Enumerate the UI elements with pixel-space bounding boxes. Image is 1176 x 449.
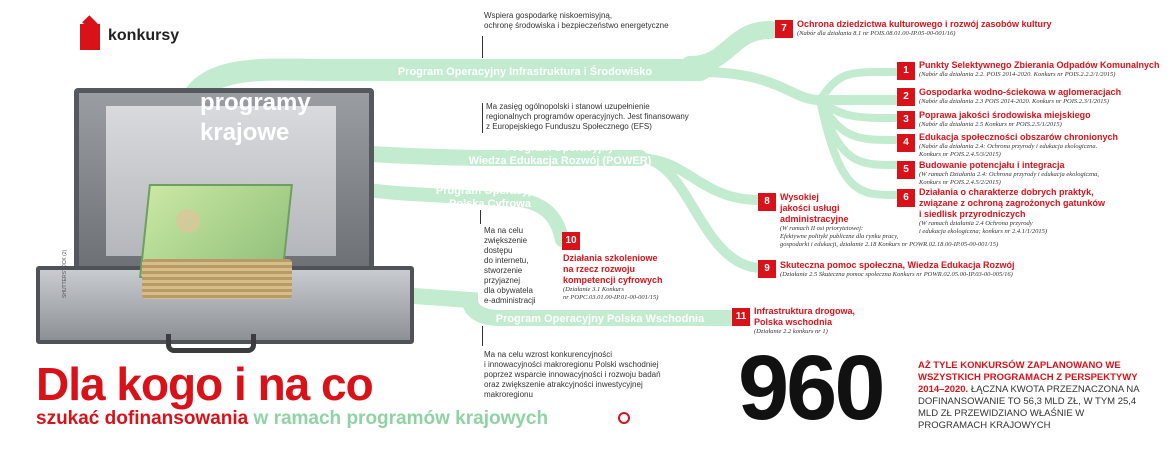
item-title: Wysokiej	[780, 192, 819, 202]
item-number-badge: 4	[897, 134, 915, 152]
item-title: i siedlisk przyrodniczych	[919, 209, 1026, 219]
popw-note-pointer	[482, 326, 483, 346]
item-7	[797, 19, 1167, 38]
item-number-badge: 8	[758, 193, 776, 211]
item-title: Gospodarka wodno-ściekowa w aglomeracjach	[919, 87, 1122, 97]
item-number-badge: 1	[897, 62, 915, 80]
item-title: związane z ochroną zagrożonych gatunków	[919, 198, 1106, 208]
item-11	[754, 306, 954, 336]
section-label: konkursy	[108, 27, 180, 44]
popc-note-pointer	[480, 210, 481, 224]
program-popc-line: Polska Cyfrowa	[449, 198, 531, 210]
pois-note-pointer	[482, 36, 483, 58]
item-number-badge: 9	[758, 260, 776, 278]
item-title: Punkty Selektywnego Zbierania Odpadów Komunalnych	[919, 60, 1160, 70]
power-note	[486, 102, 706, 132]
program-power-line: Program Operacyjny	[505, 142, 615, 154]
headline-subtitle	[36, 408, 548, 430]
item-4	[919, 132, 1174, 159]
item-5	[919, 160, 1174, 187]
power-note-line: Ma zasięg ogólnopolski i stanowi uzupełnienie	[486, 102, 650, 111]
program-popc	[425, 185, 555, 211]
item-subtitle: (Nabór dla działania 2.5 Konkurs nr POIS.2.5/1/2015)	[919, 121, 1062, 128]
hub-line1: programy	[200, 89, 311, 116]
popc-note-line: e-administracji	[484, 296, 536, 305]
popw-note-line: oraz zwiększenie atrakcyjności inwestycyjnej	[484, 380, 643, 389]
hub-title	[200, 88, 311, 148]
item-subtitle: (Nabór dla działania 2.3 POIS 2014-2020. Konkurs nr POIS.2.3/1/2015)	[919, 98, 1109, 105]
popc-note-line: dostępu	[484, 246, 513, 255]
stat-number: 960	[738, 337, 883, 439]
power-note-line: regionalnych programów operacyjnych. Jest finansowany	[486, 112, 689, 121]
program-power	[460, 142, 660, 168]
item-title: Polska wschodnia	[754, 317, 833, 327]
item-title: kompetencji cyfrowych	[563, 275, 663, 285]
item-subtitle: (Nabór dla działania 2.2. POIS 2014-2020. Konkurs nr POIS.2.2.2/1/2015)	[919, 71, 1116, 78]
pois-note-line: Wspiera gospodarkę niskoemisyjną,	[484, 11, 613, 20]
item-subtitle: (Nabór dla działania 8.1 nr POIS.08.01.00-IP.05-00-001/16)	[797, 30, 956, 37]
item-title: Działania szkoleniowe	[563, 253, 658, 263]
item-10	[563, 253, 703, 302]
item-number-badge: 3	[897, 111, 915, 129]
item-9	[780, 260, 1080, 279]
headline-sub-b: w ramach programów krajowych	[248, 408, 549, 429]
popw-note-line: makroregionu	[484, 390, 533, 399]
popc-note	[484, 226, 554, 306]
item-title: Skuteczna pomoc społeczna, Wiedza Edukacja Rozwój	[780, 260, 1015, 270]
stat-lead: AŻ TYLE KONKURSÓW ZAPLANOWANO WE WSZYSTKICH PROGRAMACH Z PERSPEKTYWY 2014–2020.	[918, 360, 1138, 395]
program-pois: Program Operacyjny Infrastruktura i Środowisko	[397, 66, 653, 78]
popc-note-line: do internetu,	[484, 256, 529, 265]
popc-note-line: przyjaznej	[484, 276, 521, 285]
item-subtitle: (Nabór dla działania 2.4: Ochrona przyrody i edukacja ekologiczna.	[919, 143, 1098, 150]
item-title: Poprawa jakości środowiska miejskiego	[919, 110, 1091, 120]
program-popc-line: Program Operacyjny	[435, 185, 545, 197]
popc-note-line: Ma na celu	[484, 226, 524, 235]
power-note-line: z Europejskiego Funduszu Społecznego (EFS)	[486, 122, 652, 131]
item-subtitle: (Działanie 2.5 Skuteczna pomoc społeczna Konkurs nr POWR.02.05.00-IP.03-00-005/16)	[780, 271, 1013, 278]
item-subtitle: (Działanie 3.1 Konkurs	[563, 286, 624, 293]
item-3	[919, 110, 1174, 129]
item-number-badge: 2	[897, 88, 915, 106]
pois-note-line: ochronę środowiska i bezpieczeństwo energetyczne	[484, 21, 669, 30]
konkursy-icon	[80, 24, 100, 50]
popc-note-line: stworzenie	[484, 266, 523, 275]
popc-note-line: dla obywatela	[484, 286, 533, 295]
item-title: Działania o charakterze dobrych praktyk,	[919, 187, 1094, 197]
item-8	[780, 192, 1060, 249]
item-subtitle: Konkurs nr POIS.2.4.5/2/2015)	[919, 179, 1001, 186]
stat-rest: ŁĄCZNA KWOTA PRZEZNACZONA NA DOFINANSOWANIE TO 56,3 MLD ZŁ, W TYM 25,4 MLD ZŁ PRZEWIDZIANO WŁAŚNIE W PROGRAMACH KRAJOWYCH	[918, 384, 1140, 431]
popw-note-line: poprzez wsparcie innowacyjności i rozwoju badań	[484, 370, 661, 379]
hub-line2: krajowe	[200, 119, 290, 146]
power-note-pointer	[482, 103, 483, 133]
item-number-badge: 10	[562, 232, 580, 250]
item-subtitle: gospodarki i edukacji, działanie 2.18 Konkurs nr POWR.02.18.00-IP.05-00-001/15)	[780, 241, 999, 248]
item-subtitle: nr POPC.03.01.00-IP.01-00-001/15)	[563, 294, 659, 301]
program-power-line: Wiedza Edukacja Rozwój (POWER)	[468, 155, 652, 167]
item-title: Edukacja społeczności obszarów chronionych	[919, 132, 1119, 142]
popw-note-line: i innowacyjności makroregionu Polski wschodniej	[484, 360, 659, 369]
item-number-badge: 7	[775, 20, 793, 38]
item-number-badge: 6	[897, 189, 915, 207]
item-subtitle: i edukacja ekologiczna; konkurs nr 2.4.1/1/2015)	[919, 228, 1047, 235]
item-number-badge: 11	[732, 308, 750, 326]
stat-text	[918, 360, 1148, 432]
item-title: na rzecz rozwoju	[563, 264, 636, 274]
pois-note	[484, 11, 684, 31]
item-title: administracyjne	[780, 214, 849, 224]
item-1	[919, 60, 1174, 79]
headline-title: Dla kogo i na co	[36, 358, 373, 410]
publisher-logo-icon	[618, 412, 630, 424]
item-number-badge: 5	[897, 161, 915, 179]
popw-note-line: Ma na celu wzrost konkurencyjności	[484, 350, 613, 359]
photo-credit: SHUTTERSTOCK (2)	[62, 249, 68, 298]
item-subtitle: (W ramach Działania 2.4: Ochrona przyrody i edukacja ekologiczna,	[919, 171, 1100, 178]
headline-sub-a: szukać dofinansowania	[36, 408, 249, 429]
popw-note	[484, 350, 684, 400]
item-subtitle: (W ramach II osi priorytetowej:	[780, 225, 864, 232]
item-subtitle: Efektywne polityki publiczne dla rynku pracy,	[780, 233, 899, 240]
item-subtitle: (Działanie 2.2 konkurs nr 1)	[754, 328, 828, 335]
popc-note-line: zwiększenie	[484, 236, 528, 245]
item-title: jakości usługi	[780, 203, 840, 213]
item-subtitle: (W ramach działania 2.4 Ochrona przyrody	[919, 220, 1033, 227]
item-title: Ochrona dziedzictwa kulturowego i rozwój zasobów kultury	[797, 19, 1052, 29]
item-subtitle: Konkurs nr POIS.2.4.5/3/2015)	[919, 151, 1001, 158]
item-2	[919, 87, 1174, 106]
item-title: Budowanie potencjału i integracja	[919, 160, 1065, 170]
item-title: Infrastruktura drogowa,	[754, 306, 856, 316]
program-popw: Program Operacyjny Polska Wschodnia	[495, 313, 705, 325]
